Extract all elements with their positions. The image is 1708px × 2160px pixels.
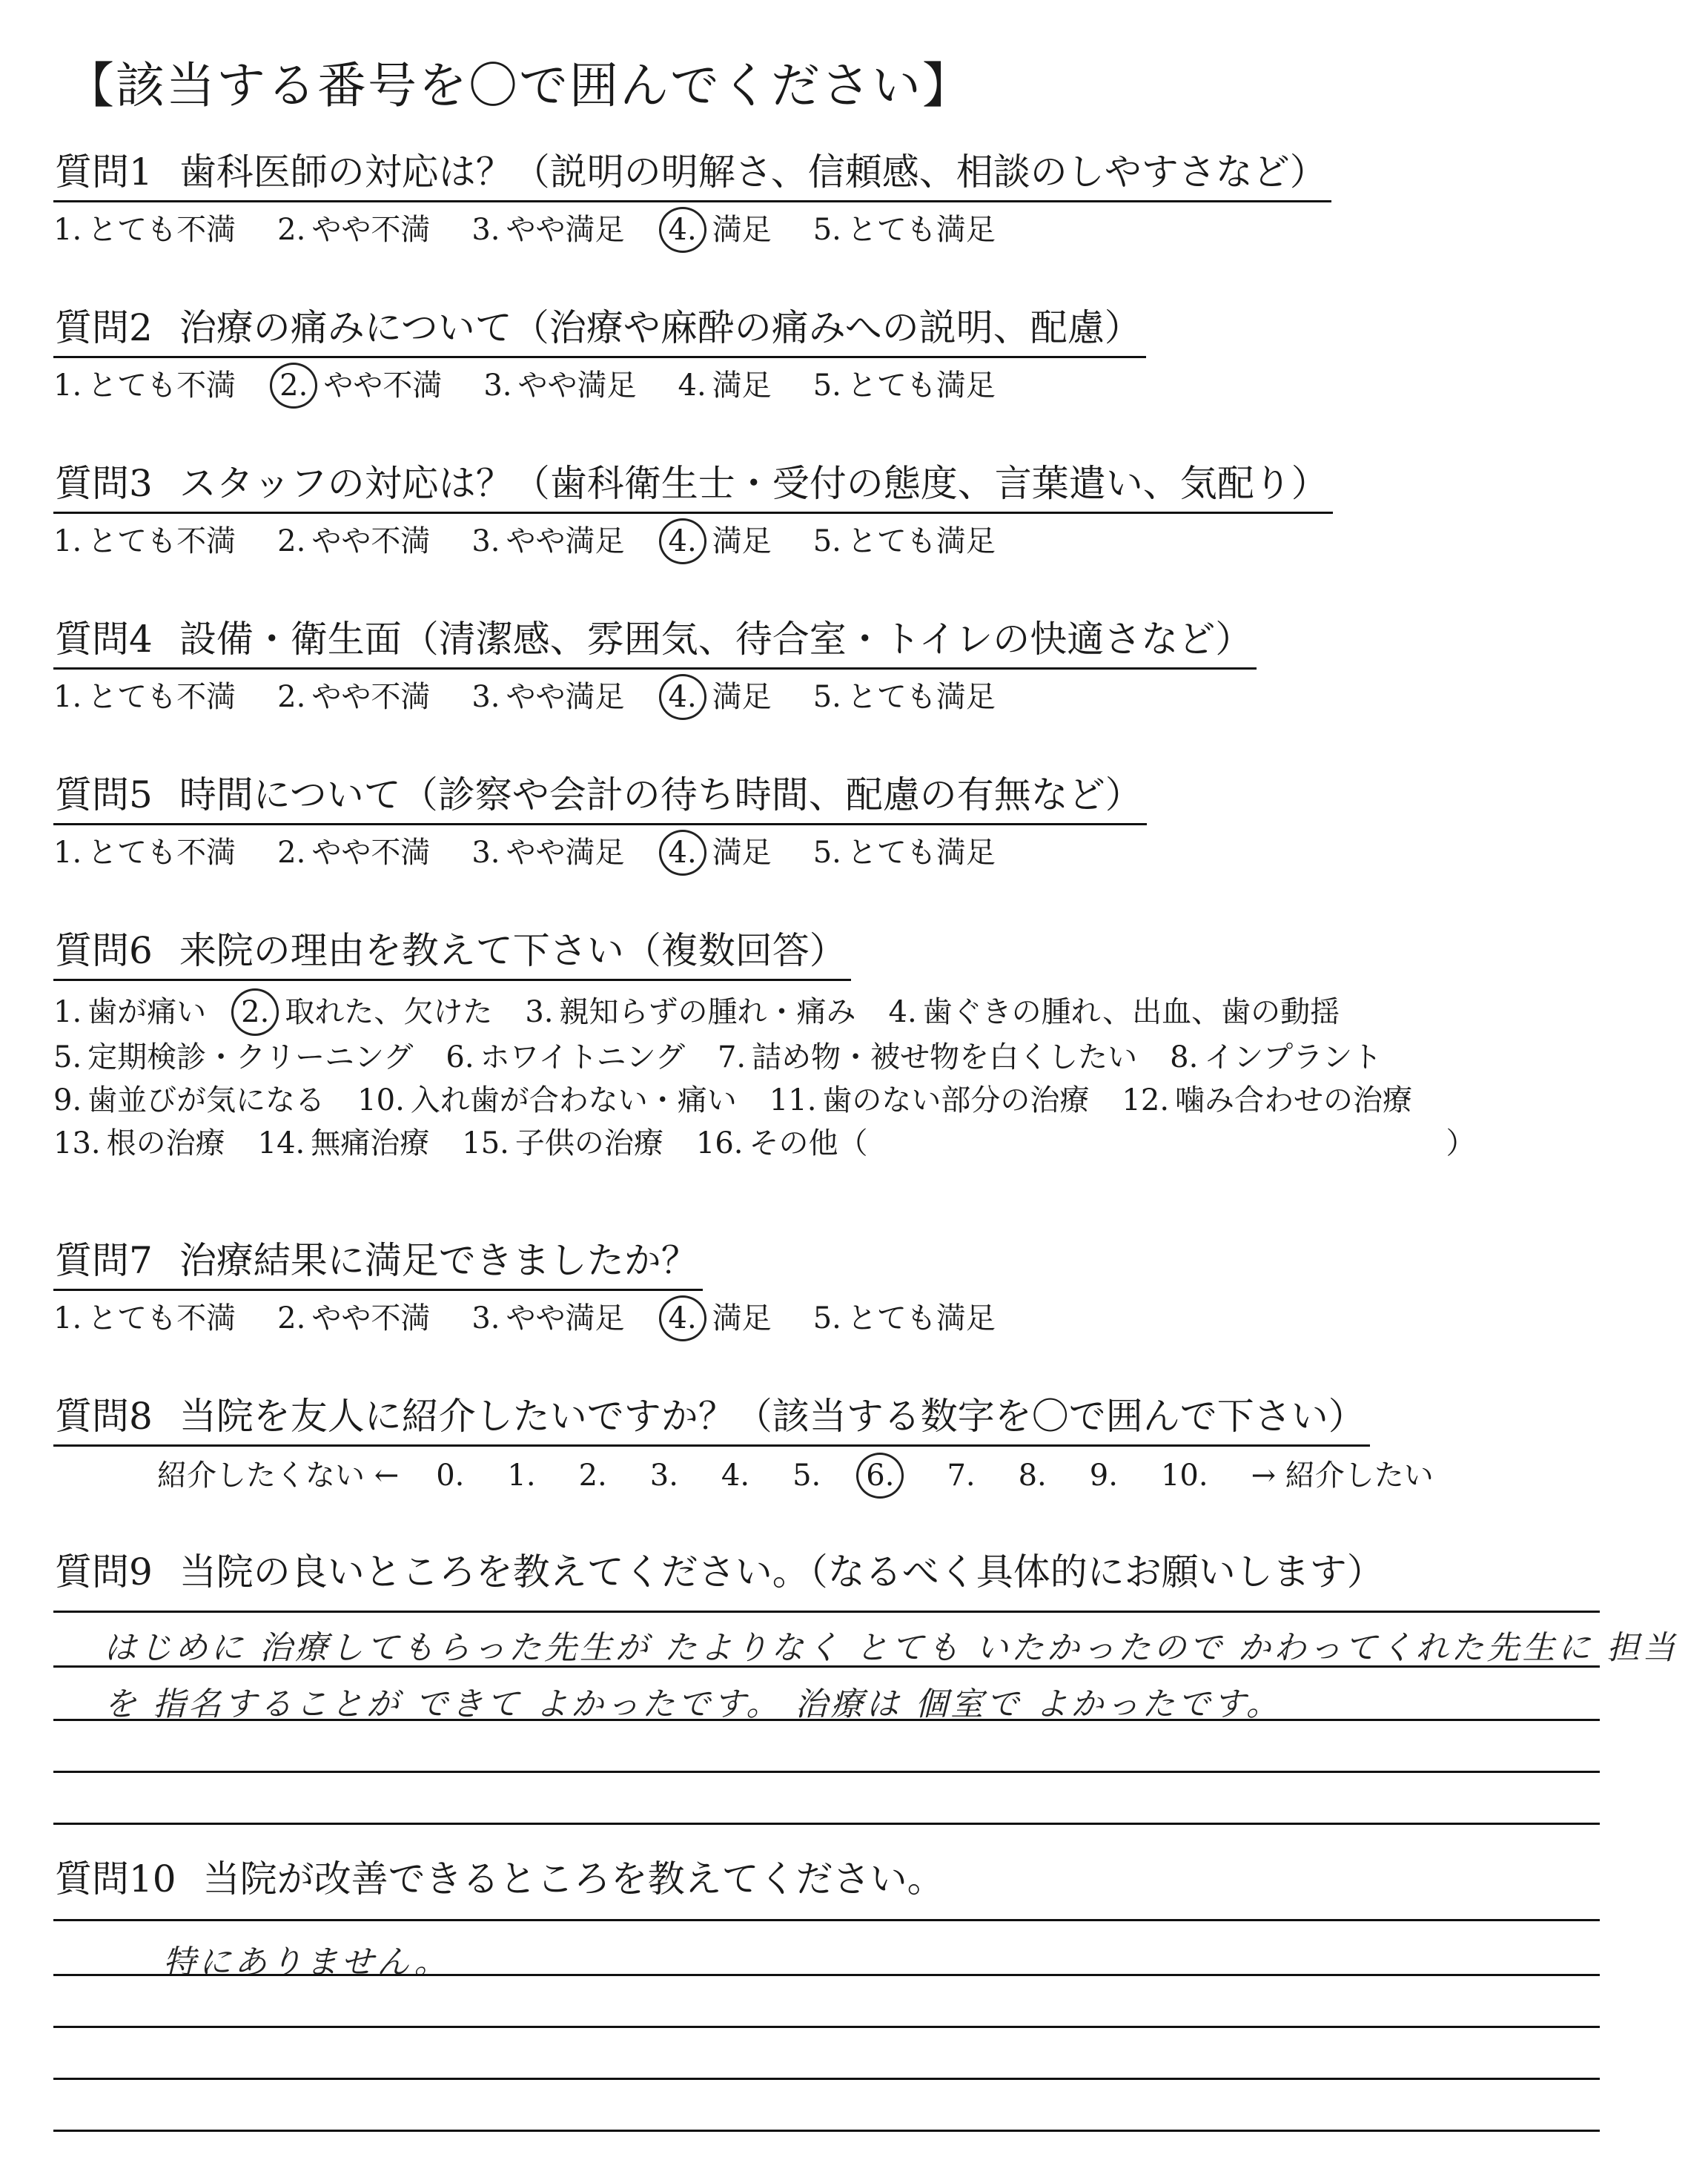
answer-line [53, 2026, 1600, 2028]
option-number: 1. [53, 680, 82, 714]
rating-option-4 [666, 207, 772, 253]
question-text: 来院の理由を教えて下さい（複数回答） [179, 929, 847, 972]
rating-option-2 [277, 676, 430, 718]
rating-option-4 [666, 518, 772, 564]
question-label: 質問10 [55, 1857, 176, 1900]
rating-option-4 [678, 365, 772, 406]
question-title [53, 1237, 703, 1291]
option-number: 3. [471, 1301, 500, 1335]
rating-option-2 [277, 363, 442, 409]
reason-option [1170, 1036, 1382, 1079]
question-label: 質問1 [55, 151, 153, 194]
question-label: 質問6 [55, 929, 153, 972]
handwritten-answer: を 指名することが できて よかったです。 治療は 個室で よかったです。 [104, 1685, 1282, 1723]
option-label: とても不満 [87, 369, 236, 403]
question-title [53, 771, 1147, 825]
rating-option-1 [53, 676, 236, 718]
option-label: 歯のない部分の治療 [822, 1083, 1090, 1117]
scale-number: 6. [856, 1453, 904, 1499]
question-3 [53, 460, 1647, 564]
reason-option [462, 1122, 663, 1165]
option-label: 満足 [712, 524, 772, 558]
reason-row [53, 988, 1647, 1036]
option-number: 16. [695, 1126, 744, 1160]
scale-number: 0. [436, 1459, 465, 1493]
reason-option [53, 991, 206, 1034]
question-text: 設備・衛生面（清潔感、雰囲気、待合室・トイレの快適さなど） [179, 618, 1253, 661]
question-6 [53, 927, 1647, 1165]
option-label: やや満足 [506, 836, 625, 870]
question-label: 質問7 [55, 1239, 153, 1282]
option-label: 満足 [712, 213, 772, 247]
option-label: やや不満 [323, 369, 443, 403]
option-number: 4. [659, 830, 706, 876]
option-number: 5. [812, 213, 841, 247]
option-number: 5. [812, 680, 841, 714]
rating-options [53, 830, 1647, 876]
reason-options [53, 988, 1647, 1165]
rating-option-5 [813, 832, 996, 873]
option-label: とても満足 [847, 680, 996, 714]
option-number: 8. [1170, 1040, 1199, 1074]
rating-options [53, 363, 1647, 409]
reason-option [696, 1122, 1476, 1165]
scale-value [1090, 1455, 1124, 1496]
option-number: 2. [277, 524, 306, 558]
reason-option [357, 1079, 737, 1122]
rating-option-4 [666, 674, 772, 720]
handwritten-answer: はじめに 治療してもらった先生が たよりなく とても いたかったので かわってくれた先生に 担当 [104, 1629, 1678, 1667]
reason-option [525, 991, 855, 1034]
question-2 [53, 304, 1647, 409]
rating-option-3 [471, 521, 624, 562]
rating-option-3 [471, 832, 624, 873]
option-number: 14. [257, 1126, 305, 1160]
question-label: 質問3 [55, 462, 153, 505]
option-number: 1. [53, 369, 82, 403]
option-label: とても不満 [87, 1301, 236, 1335]
scale-number: 4. [721, 1459, 750, 1493]
option-label: やや満足 [506, 1301, 625, 1335]
option-label: 満足 [712, 836, 772, 870]
question-title [53, 460, 1333, 514]
rating-option-3 [471, 676, 624, 718]
option-number: 1. [53, 836, 82, 870]
question-text: 治療結果に満足できましたか？ [179, 1239, 698, 1282]
scale-value [721, 1455, 755, 1496]
option-number: 6. [446, 1040, 474, 1074]
answer-line [53, 2078, 1600, 2080]
scale-number: 3. [649, 1459, 678, 1493]
question-title [53, 1548, 1388, 1600]
scale-number: 1. [507, 1459, 536, 1493]
question-10 [53, 1855, 1647, 1907]
answer-line [53, 2130, 1600, 2132]
scale-number: 10. [1160, 1459, 1208, 1493]
option-label: 歯ぐきの腫れ、出血、歯の動揺 [922, 995, 1340, 1029]
option-number: 1. [53, 1301, 82, 1335]
option-label: やや不満 [311, 524, 431, 558]
option-number: 5. [812, 369, 841, 403]
question-title [53, 615, 1257, 670]
option-label: やや不満 [311, 680, 431, 714]
answer-line [53, 1719, 1600, 1721]
option-number: 2. [270, 363, 317, 409]
option-label: やや満足 [506, 680, 625, 714]
scale-value [1019, 1455, 1053, 1496]
rating-options [53, 207, 1647, 253]
scale-right-label: → 紹介したい [1251, 1459, 1434, 1493]
scale-number: 2. [578, 1459, 607, 1493]
option-label: とても満足 [847, 213, 996, 247]
rating-options [53, 1295, 1647, 1341]
question-9 [53, 1548, 1647, 1600]
option-number: 4. [678, 369, 706, 403]
option-label: 満足 [712, 680, 772, 714]
option-label: 子供の治療 [514, 1126, 663, 1160]
question-7 [53, 1237, 1647, 1341]
reason-option [53, 1036, 413, 1079]
reason-option [718, 1036, 1137, 1079]
scale-value [579, 1455, 613, 1496]
scale-value [1161, 1455, 1214, 1496]
other-close-paren: ） [1446, 1126, 1476, 1160]
option-label: とても不満 [87, 213, 236, 247]
option-label: とても満足 [847, 524, 996, 558]
question-title [53, 1855, 949, 1907]
rating-option-2 [277, 521, 430, 562]
recommend-scale [157, 1453, 1647, 1499]
option-label: やや不満 [311, 836, 431, 870]
option-number: 4. [888, 995, 917, 1029]
question-4 [53, 615, 1647, 720]
option-number: 7. [717, 1040, 747, 1074]
option-number: 1. [53, 213, 82, 247]
rating-option-2 [277, 209, 430, 251]
option-number: 2. [277, 680, 306, 714]
rating-option-3 [471, 209, 624, 251]
option-label: 入れ歯が合わない・痛い [410, 1083, 737, 1117]
option-number: 1. [53, 995, 82, 1029]
option-number: 11. [769, 1083, 817, 1117]
option-number: 4. [659, 674, 706, 720]
answer-line [53, 1771, 1600, 1773]
reason-row [53, 1079, 1647, 1122]
rating-option-2 [277, 832, 430, 873]
rating-option-1 [53, 1298, 236, 1339]
question-text: 当院を友人に紹介したいですか？（該当する数字を〇で囲んで下さい） [179, 1395, 1366, 1438]
handwritten-answer: 特にありません。 [163, 1943, 450, 1981]
question-title [53, 148, 1331, 202]
option-number: 2. [231, 988, 279, 1036]
option-number: 1. [53, 524, 82, 558]
question-label: 質問4 [55, 618, 153, 661]
question-text: 時間について（診察や会計の待ち時間、配慮の有無など） [179, 773, 1142, 816]
question-text: 当院が改善できるところを教えてください。 [202, 1857, 944, 1900]
rating-option-2 [277, 1298, 430, 1339]
answer-line [53, 1919, 1600, 1921]
option-number: 9. [53, 1083, 82, 1117]
option-label: 満足 [712, 369, 772, 403]
option-number: 3. [471, 836, 500, 870]
option-label: とても満足 [847, 1301, 996, 1335]
reason-row [53, 1036, 1647, 1079]
answer-line [53, 1611, 1600, 1613]
reason-option [53, 1079, 325, 1122]
option-number: 5. [812, 524, 841, 558]
question-text: 歯科医師の対応は？（説明の明解さ、信頼感、相談のしやすさなど） [179, 151, 1327, 194]
option-label: とても満足 [847, 836, 996, 870]
option-number: 3. [471, 524, 500, 558]
option-label: とても満足 [847, 369, 996, 403]
reason-option [446, 1036, 685, 1079]
question-5 [53, 771, 1647, 876]
scale-number: 8. [1018, 1459, 1047, 1493]
reason-option [53, 1122, 225, 1165]
option-label: やや満足 [506, 213, 625, 247]
option-label: 無痛治療 [311, 1126, 430, 1160]
option-number: 5. [53, 1040, 82, 1074]
answer-line [53, 1823, 1600, 1825]
scale-left-label: 紹介したくない ← [157, 1459, 400, 1493]
option-number: 2. [277, 213, 306, 247]
scale-value [650, 1455, 684, 1496]
rating-option-4 [666, 830, 772, 876]
option-label: やや不満 [311, 213, 431, 247]
reason-option [258, 1122, 430, 1165]
option-number: 3. [471, 213, 500, 247]
option-number: 4. [659, 1295, 706, 1341]
option-number: 3. [471, 680, 500, 714]
rating-option-1 [53, 365, 236, 406]
rating-option-3 [471, 1298, 624, 1339]
option-number: 10. [357, 1083, 405, 1117]
rating-option-5 [813, 676, 996, 718]
scale-value [792, 1455, 827, 1496]
option-label: やや満足 [517, 369, 637, 403]
option-number: 4. [659, 207, 706, 253]
option-label: 根の治療 [106, 1126, 225, 1160]
answer-line [53, 1974, 1600, 1976]
option-number: 15. [462, 1126, 509, 1160]
rating-option-4 [666, 1295, 772, 1341]
option-label: とても不満 [87, 680, 236, 714]
rating-option-5 [813, 365, 996, 406]
scale-value [864, 1453, 910, 1499]
option-label: やや不満 [311, 1301, 431, 1335]
option-label: とても不満 [87, 836, 236, 870]
option-number: 13. [53, 1126, 101, 1160]
option-number: 3. [525, 995, 554, 1029]
question-label: 質問8 [55, 1395, 153, 1438]
rating-option-1 [53, 209, 236, 251]
option-number: 4. [659, 518, 706, 564]
option-number: 5. [812, 1301, 841, 1335]
question-label: 質問5 [55, 773, 153, 816]
option-number: 3. [483, 369, 512, 403]
question-text: 治療の痛みについて（治療や麻酔の痛みへの説明、配慮） [179, 306, 1142, 349]
reason-option [769, 1079, 1090, 1122]
answer-line [53, 1665, 1600, 1668]
scale-number: 9. [1089, 1459, 1118, 1493]
rating-option-5 [813, 209, 996, 251]
question-8 [53, 1393, 1647, 1499]
rating-option-5 [813, 1298, 996, 1339]
scale-value [436, 1455, 470, 1496]
scale-value [947, 1455, 981, 1496]
reason-row [53, 1122, 1647, 1165]
rating-option-3 [483, 365, 636, 406]
question-title [53, 304, 1146, 358]
option-label: インプラント [1204, 1040, 1383, 1074]
rating-options [53, 518, 1647, 564]
option-label: その他（ [749, 1126, 868, 1160]
option-number: 12. [1122, 1083, 1170, 1117]
scale-number: 5. [792, 1459, 821, 1493]
rating-option-5 [813, 521, 996, 562]
option-label: 取れた、欠けた [285, 995, 493, 1029]
question-label: 質問2 [55, 306, 153, 349]
option-label: とても不満 [87, 524, 236, 558]
option-number: 2. [277, 1301, 306, 1335]
option-label: 歯並びが気になる [87, 1083, 325, 1117]
reason-option [239, 988, 492, 1036]
option-number: 5. [812, 836, 841, 870]
option-label: 噛み合わせの治療 [1175, 1083, 1413, 1117]
question-text: スタッフの対応は？（歯科衛生士・受付の態度、言葉遣い、気配り） [179, 462, 1328, 505]
question-text: 当院の良いところを教えてください。（なるべく具体的にお願いします） [179, 1550, 1384, 1593]
question-title [53, 1393, 1370, 1447]
scale-value [507, 1455, 541, 1496]
option-label: やや満足 [506, 524, 625, 558]
option-label: 詰め物・被せ物を白くしたい [752, 1040, 1138, 1074]
reason-option [1122, 1079, 1412, 1122]
question-1 [53, 148, 1647, 253]
question-label: 質問9 [55, 1550, 153, 1593]
option-label: 歯が痛い [87, 995, 207, 1029]
option-label: 親知らずの腫れ・痛み [559, 995, 856, 1029]
rating-option-1 [53, 832, 236, 873]
rating-options [53, 674, 1647, 720]
option-label: 満足 [712, 1301, 772, 1335]
option-number: 2. [277, 836, 306, 870]
rating-option-1 [53, 521, 236, 562]
scale-number: 7. [947, 1459, 976, 1493]
question-title [53, 927, 851, 981]
page-title: 【該当する番号を〇で囲んでください】 [65, 57, 973, 114]
option-label: 定期検診・クリーニング [87, 1040, 414, 1074]
reason-option [889, 991, 1340, 1034]
option-label: ホワイトニング [480, 1040, 685, 1074]
